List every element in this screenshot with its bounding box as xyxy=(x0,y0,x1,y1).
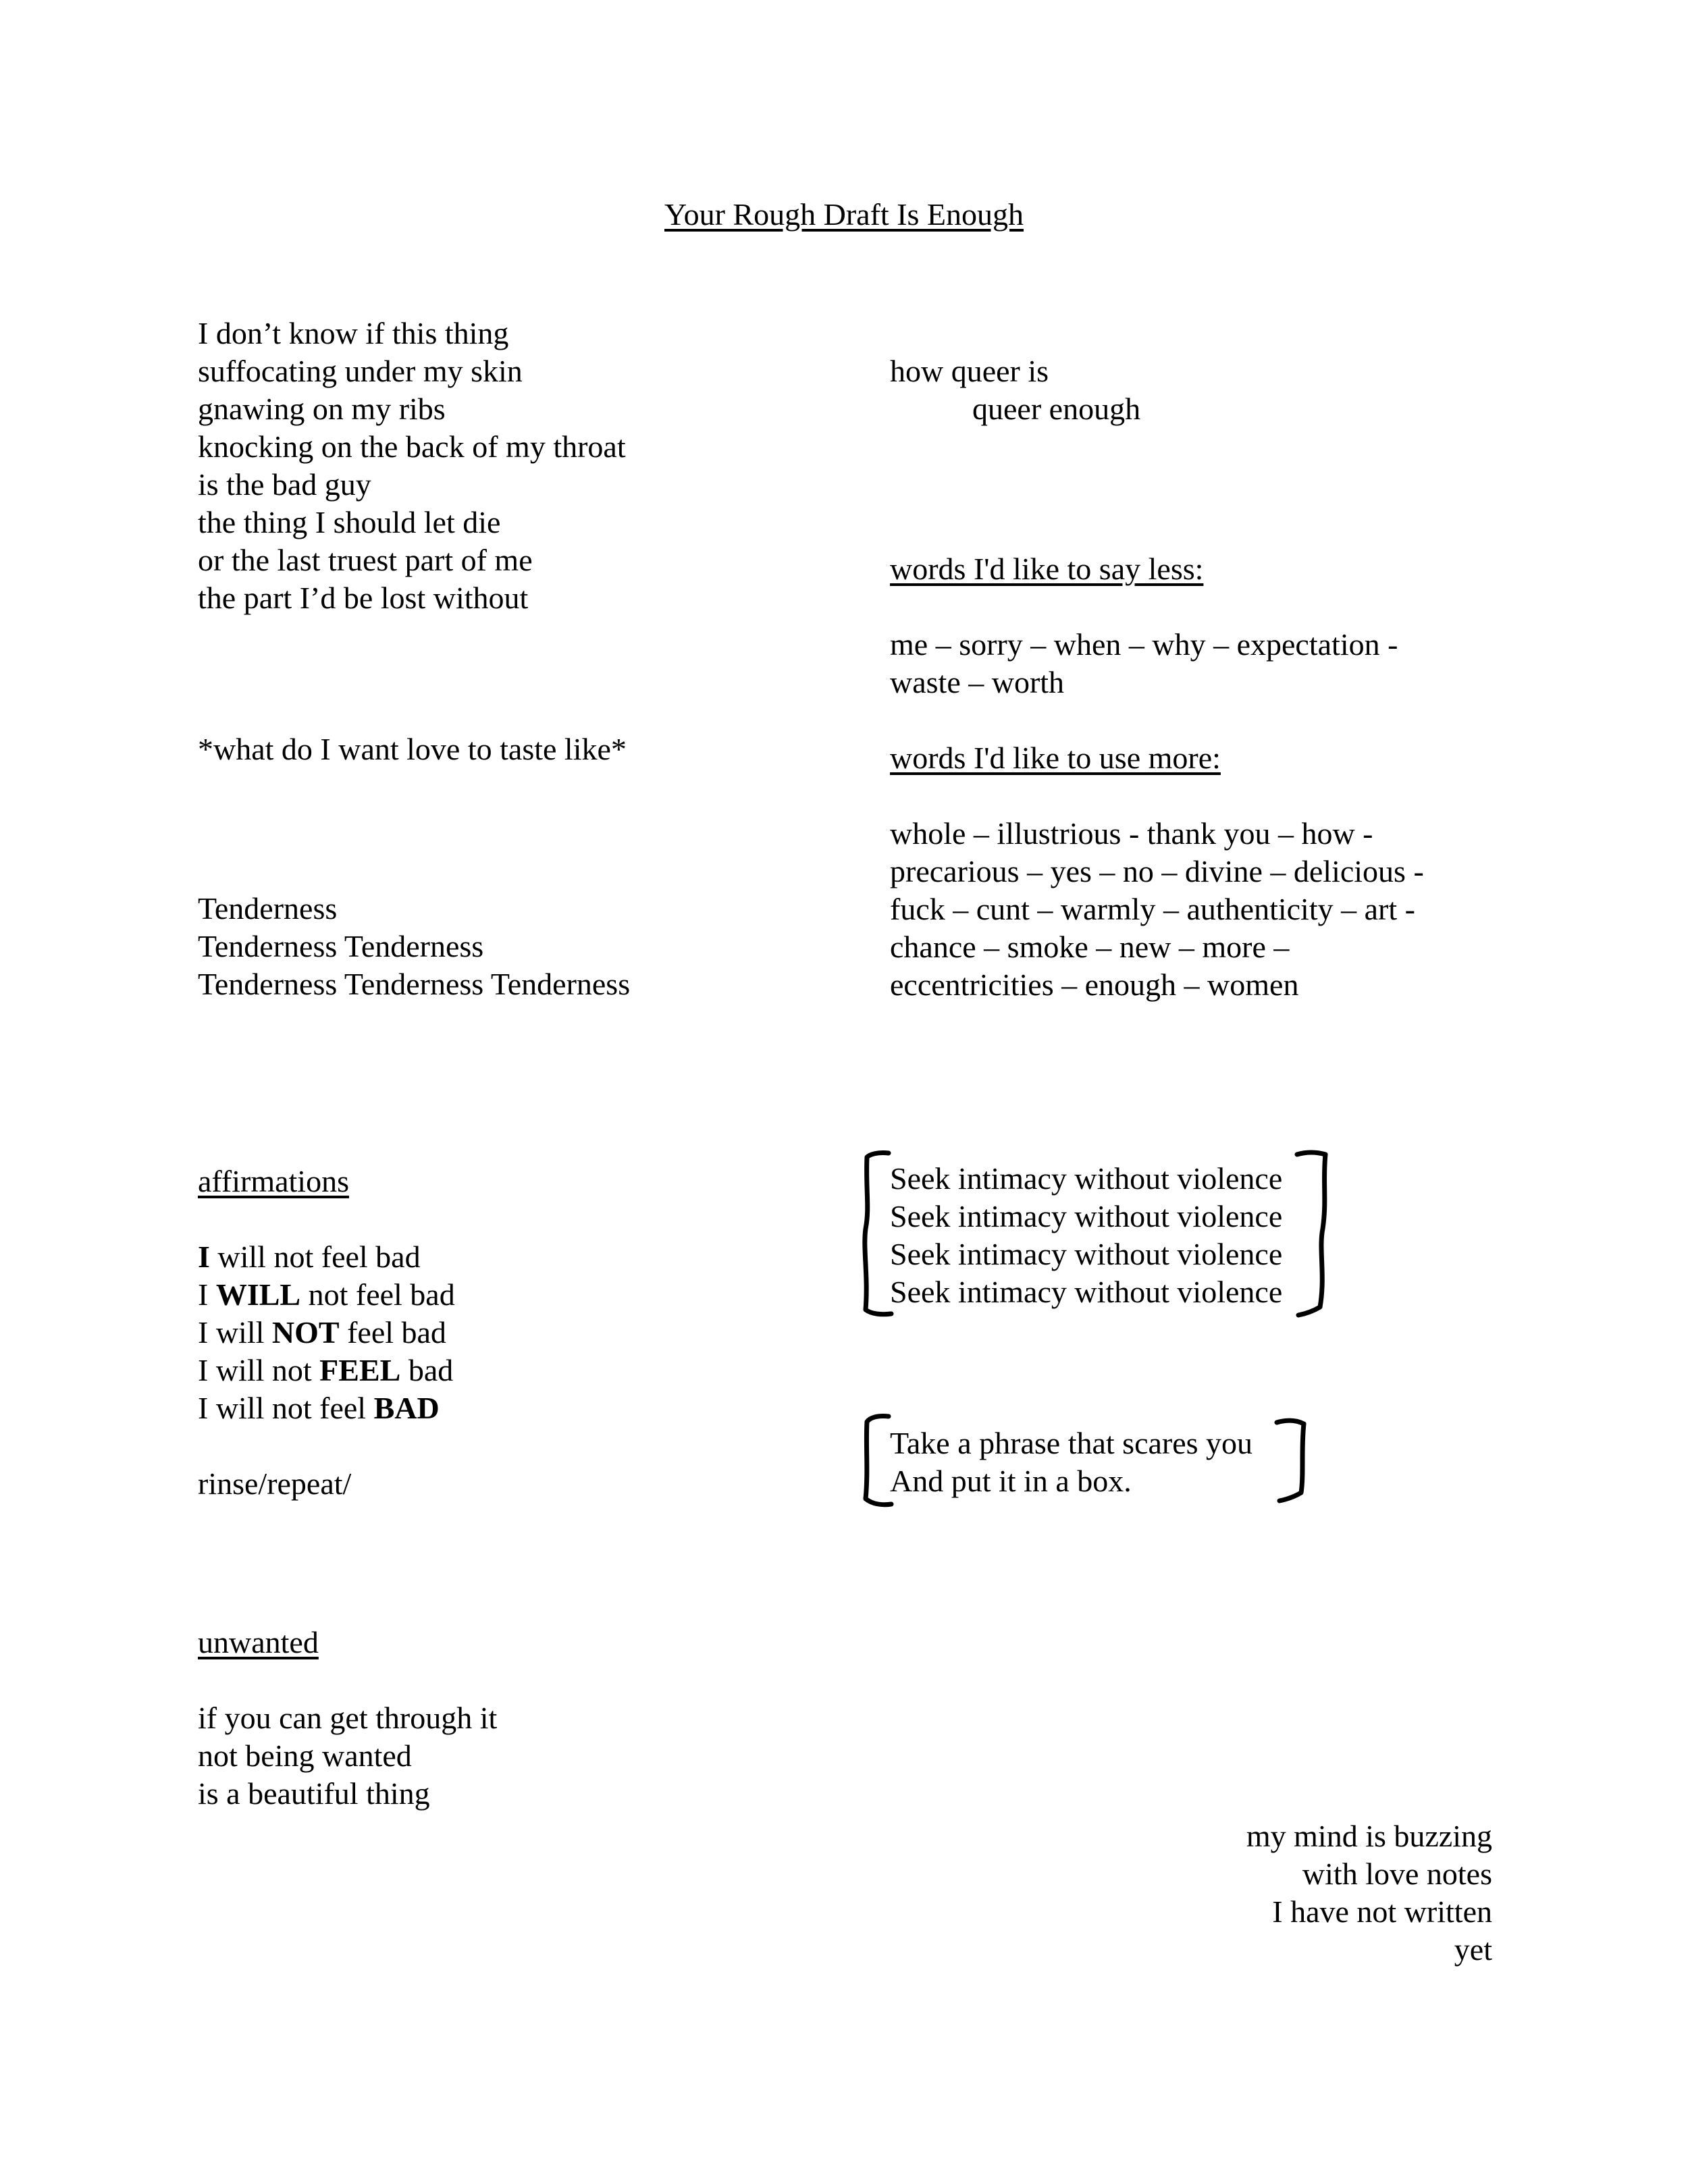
tenderness-line: Tenderness xyxy=(198,891,338,926)
stanza-line: the part I’d be lost without xyxy=(198,581,529,615)
say-less-line: me – sorry – when – why – expectation - xyxy=(890,627,1398,662)
use-more-heading: words I'd like to use more: xyxy=(890,741,1221,775)
stanza-line: is the bad guy xyxy=(198,467,371,502)
stanza-line: the thing I should let die xyxy=(198,505,501,539)
intimacy-box xyxy=(890,1160,1282,1311)
use-more-line: precarious – yes – no – divine – delicious - xyxy=(890,854,1424,888)
tenderness-line: Tenderness Tenderness Tenderness xyxy=(198,967,631,1001)
affirmation-line: I will not feel bad xyxy=(198,1240,421,1274)
stanza-line: knocking on the back of my throat xyxy=(198,429,626,464)
love-question xyxy=(198,730,627,768)
queer-line: how queer is xyxy=(890,354,1049,388)
say-less-section xyxy=(890,550,1398,701)
affirmation-line: I will NOT feel bad xyxy=(198,1315,446,1350)
affirmation-line: I WILL not feel bad xyxy=(198,1277,455,1312)
affirmations-heading: affirmations xyxy=(198,1164,349,1198)
phrase-box xyxy=(890,1424,1252,1500)
love-notes-line: with love notes xyxy=(1302,1857,1492,1891)
intimacy-line: Seek intimacy without violence xyxy=(890,1275,1283,1309)
phrase-line: Take a phrase that scares you xyxy=(890,1426,1253,1460)
stanza-line: I don’t know if this thing xyxy=(198,316,509,350)
phrase-line: And put it in a box. xyxy=(890,1464,1132,1498)
stanza-line: gnawing on my ribs xyxy=(198,392,446,426)
unwanted-heading: unwanted xyxy=(198,1625,319,1659)
queer-stanza xyxy=(890,352,1140,428)
intimacy-line: Seek intimacy without violence xyxy=(890,1237,1283,1271)
opening-stanza xyxy=(198,315,626,617)
use-more-section xyxy=(890,739,1424,1004)
tenderness-line: Tenderness Tenderness xyxy=(198,929,484,963)
use-more-line: chance – smoke – new – more – xyxy=(890,930,1290,964)
unwanted-line: if you can get through it xyxy=(198,1701,498,1735)
tenderness-stanza xyxy=(198,890,630,1003)
queer-line-indented: queer enough xyxy=(972,392,1141,426)
stanza-line: or the last truest part of me xyxy=(198,543,533,577)
affirmation-line: I will not feel BAD xyxy=(198,1391,440,1425)
affirmations-footer: rinse/repeat/ xyxy=(198,1466,352,1501)
affirmations-section xyxy=(198,1163,455,1503)
love-notes-stanza xyxy=(1246,1817,1492,1969)
love-notes-line: yet xyxy=(1454,1932,1492,1967)
right-bracket-intimacy xyxy=(1293,1148,1334,1323)
use-more-line: eccentricities – enough – women xyxy=(890,967,1299,1002)
title-text: Your Rough Draft Is Enough xyxy=(664,197,1024,232)
love-question-line: *what do I want love to taste like* xyxy=(198,732,627,766)
intimacy-line: Seek intimacy without violence xyxy=(890,1199,1283,1233)
unwanted-section xyxy=(198,1624,497,1813)
love-notes-line: my mind is buzzing xyxy=(1246,1819,1492,1853)
love-notes-line: I have not written xyxy=(1272,1894,1492,1929)
affirmation-line: I will not FEEL bad xyxy=(198,1353,454,1387)
say-less-line: waste – worth xyxy=(890,665,1065,699)
say-less-heading: words I'd like to say less: xyxy=(890,552,1204,586)
stanza-line: suffocating under my skin xyxy=(198,354,523,388)
use-more-line: whole – illustrious - thank you – how - xyxy=(890,816,1373,851)
right-bracket-phrase xyxy=(1273,1414,1313,1516)
page-title xyxy=(0,196,1688,234)
unwanted-line: not being wanted xyxy=(198,1738,412,1773)
unwanted-line: is a beautiful thing xyxy=(198,1776,430,1811)
use-more-line: fuck – cunt – warmly – authenticity – art - xyxy=(890,892,1415,926)
intimacy-line: Seek intimacy without violence xyxy=(890,1161,1283,1196)
